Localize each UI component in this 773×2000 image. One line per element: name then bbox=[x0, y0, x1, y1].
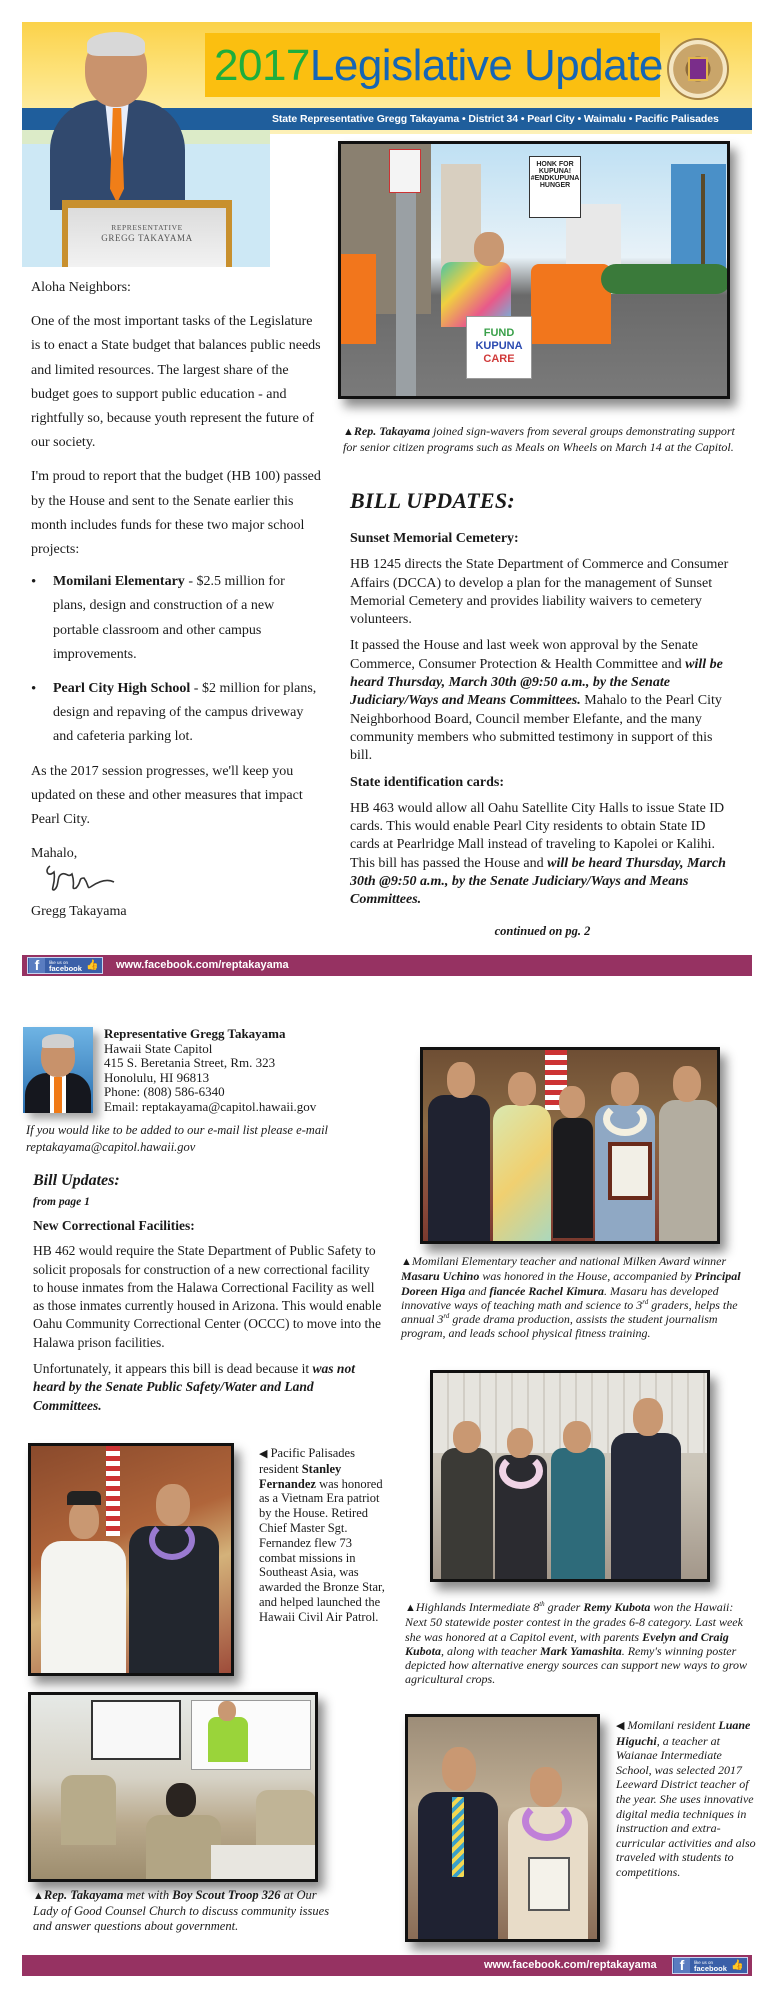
up-triangle-icon: ▲ bbox=[405, 1602, 416, 1614]
correctional-para-1: HB 462 would require the State Department of Public Safety to solicit proposals for construction of a new correctional facility to house inmates from the Halawa Correctional Facility as well as those inmates currently housed in Arizona. This would enable Oahu Community Correctional Center (OCCC) to move into the Halawa prison facilities. bbox=[33, 1243, 382, 1350]
caption-text: was honored in the House, accompanied by bbox=[479, 1269, 695, 1284]
sunset-text-b: Mahalo to the Pearl City Neighborhood Board, Council member Elefante, and the many community members who submitted testimony in support of this bill. bbox=[350, 693, 722, 764]
sign-line-1: FUND bbox=[483, 327, 515, 339]
caption-bold: Masaru Uchino bbox=[401, 1269, 480, 1284]
headshot-tie bbox=[54, 1077, 62, 1113]
caption-text: grader bbox=[544, 1600, 584, 1614]
person-1-head bbox=[453, 1421, 481, 1453]
person-3 bbox=[551, 1448, 605, 1582]
fund-kupuna-sign bbox=[466, 316, 532, 379]
caption-text: at Our Lady of Good Counsel Church to discuss community issues and answer questions about government. bbox=[33, 1888, 330, 1933]
stateid-heading: State identification cards: bbox=[350, 774, 504, 790]
caption-bold: Stanley Fernandez bbox=[259, 1461, 342, 1491]
seal-shield bbox=[688, 57, 708, 81]
caption-bold: Rep. Takayama bbox=[353, 424, 431, 438]
contact-city: Honolulu, HI 96813 bbox=[104, 1069, 210, 1085]
badge-small-text: like us on bbox=[49, 959, 69, 965]
letter-body bbox=[31, 276, 321, 874]
correctional-para-2 bbox=[33, 1360, 383, 1415]
person-5-suit bbox=[659, 1100, 719, 1244]
scout-2 bbox=[146, 1815, 221, 1882]
person-3-head bbox=[563, 1421, 591, 1453]
person-2-blouse bbox=[493, 1105, 551, 1244]
caption-bold: fiancée Rachel Kimura bbox=[489, 1283, 605, 1298]
stateid-hearing-info: will be heard Thursday, March 30th @9:50 a.m., by the Senate Judiciary/Ways and Means Committees. bbox=[350, 855, 726, 908]
sunset-hearing-info: will be heard Thursday, March 30th @9:50 a.m., by the Senate Judiciary/Ways and Means Committees. bbox=[350, 656, 723, 709]
up-triangle-icon: ▲ bbox=[343, 426, 354, 438]
newsletter-title bbox=[214, 40, 663, 92]
correctional-heading: New Correctional Facilities: bbox=[33, 1218, 195, 1233]
veteran-uniform bbox=[41, 1541, 126, 1676]
scout-1 bbox=[61, 1775, 116, 1845]
person-3-dress bbox=[553, 1118, 593, 1238]
sunset-para-2 bbox=[350, 637, 735, 765]
certificate bbox=[528, 1857, 570, 1911]
ordinal-suffix: rd bbox=[642, 1297, 649, 1306]
stateid-para bbox=[350, 800, 735, 910]
uchino-caption bbox=[401, 1254, 751, 1341]
facebook-f-icon: f bbox=[674, 1958, 690, 1973]
rep-portrait-hair bbox=[87, 32, 145, 56]
bill-updates-column bbox=[350, 530, 735, 918]
continued-note: continued on pg. 2 bbox=[494, 924, 591, 938]
person-2-head bbox=[508, 1072, 536, 1106]
person-4-head bbox=[633, 1398, 663, 1436]
badge-small-text: like us on bbox=[694, 1959, 714, 1965]
caption-text: . Remy's winning poster depicted how alternative energy sources can support new ways to grow agricultural crops. bbox=[405, 1643, 747, 1687]
rep-head bbox=[218, 1701, 236, 1721]
correctional-section bbox=[33, 1217, 383, 1423]
certificate-frame bbox=[608, 1142, 652, 1200]
facebook-link[interactable]: www.facebook.com/reptakayama bbox=[116, 959, 289, 971]
veteran-head bbox=[69, 1501, 99, 1539]
caption-bold: Mark Yamashita bbox=[540, 1643, 622, 1658]
left-triangle-icon: ◀ bbox=[259, 1448, 268, 1460]
facebook-like-badge[interactable] bbox=[27, 957, 103, 974]
facebook-badge-text bbox=[694, 1960, 727, 1972]
email-list-note: If you would like to be added to our e-mail list please e-mail reptakayama@capitol.hawaii.gov bbox=[26, 1123, 329, 1154]
sunset-text-a: It passed the House and last week won approval by the Senate Commerce, Consumer Protection & Health Committee and bbox=[350, 638, 698, 672]
sunset-heading: Sunset Memorial Cemetery: bbox=[350, 531, 519, 546]
badge-big-text: facebook bbox=[49, 963, 82, 973]
higuchi-caption bbox=[616, 1718, 756, 1880]
project-item bbox=[31, 570, 321, 667]
sign-line-2: KUPUNA bbox=[475, 340, 523, 352]
headshot-hair bbox=[42, 1034, 74, 1048]
honk-sign-text: HONK FOR KUPUNA! #ENDKUPUNA HUNGER bbox=[530, 161, 580, 189]
greeting: Aloha Neighbors: bbox=[31, 280, 131, 295]
fernandez-photo bbox=[28, 1443, 234, 1676]
whiteboard bbox=[91, 1700, 181, 1760]
nameplate-text bbox=[68, 222, 226, 244]
parking-sign bbox=[389, 149, 421, 193]
caption-text: Momilani resident bbox=[624, 1718, 719, 1732]
kubota-caption bbox=[405, 1600, 750, 1687]
higuchi-photo bbox=[405, 1714, 600, 1942]
signer-name: Gregg Takayama bbox=[31, 904, 127, 919]
lamp-post bbox=[396, 184, 416, 399]
contact-block bbox=[104, 1027, 316, 1115]
caption-text: . Masaru has developed innovative ways of teaching math and science to 3 bbox=[401, 1283, 719, 1312]
sunset-para-1: HB 1245 directs the State Department of Commerce and Consumer Affairs (DCCA) to develop a plan for the management of Sunset Memorial Cemetery and provides liability waivers to cemetery volunteers. bbox=[350, 557, 729, 628]
caption-text: , along with teacher bbox=[441, 1643, 541, 1658]
photo-caption-sign-wavers bbox=[343, 424, 738, 454]
boy-scout-photo bbox=[28, 1692, 318, 1882]
contact-office: Hawaii State Capitol bbox=[104, 1040, 213, 1056]
contact-phone: Phone: (808) 586-6340 bbox=[104, 1084, 225, 1100]
rep-head bbox=[442, 1747, 476, 1791]
state-seal-icon bbox=[667, 38, 729, 100]
sign-waving-photo bbox=[338, 141, 730, 399]
person-4-head bbox=[611, 1072, 639, 1106]
caption-text: Highlands Intermediate 8 bbox=[415, 1600, 540, 1614]
caption-text: met with bbox=[123, 1888, 173, 1902]
rep-headshot bbox=[23, 1027, 93, 1113]
bill-updates-heading: BILL UPDATES: bbox=[350, 488, 516, 513]
fernandez-caption bbox=[259, 1446, 389, 1625]
desk bbox=[211, 1845, 318, 1882]
veteran-cap bbox=[67, 1491, 101, 1505]
person-5-head bbox=[673, 1066, 701, 1102]
caption-text: joined sign-wavers from several groups demonstrating support for senior citizen programs such as Meals on Wheels on March 14 at the Capitol. bbox=[343, 424, 735, 454]
caption-text: Momilani Elementary teacher and national Milken Award winner bbox=[411, 1254, 727, 1268]
uchino-photo bbox=[420, 1047, 720, 1244]
person-1 bbox=[441, 1448, 493, 1582]
caption-text: was honored as a Vietnam Era patriot by the House. Retired Chief Master Sgt. Fernandez flew 73 combat missions in Southeast Asia, was awarded the Bronze Star, and helped launched the Hawaii Civil Air Patrol. bbox=[259, 1476, 385, 1624]
title-year: 2017 bbox=[214, 41, 310, 90]
subtitle-text: State Representative Gregg Takayama • District 34 • Pearl City • Waimalu • Pacific Palisades bbox=[272, 113, 719, 125]
from-page-note: from page 1 bbox=[33, 1196, 90, 1208]
letter-para-3: As the 2017 session progresses, we'll keep you updated on these and other measures that impact Pearl City. bbox=[31, 763, 303, 828]
green-aloha-shirt bbox=[208, 1717, 248, 1762]
striped-tie bbox=[452, 1797, 464, 1877]
stateid-text: HB 463 would allow all Oahu Satellite City Halls to issue State ID cards. This would enable Pearl City residents to obtain State ID cards at Pearlridge Mall instead of traveling to Kapolei or Kalihi. This bill has passed the House and bbox=[350, 800, 725, 871]
closing: Mahalo, bbox=[31, 846, 78, 862]
title-text: Legislative Update bbox=[309, 41, 663, 90]
school-projects-list bbox=[31, 570, 321, 749]
correctional-text: Unfortunately, it appears this bill is dead because it bbox=[33, 1361, 313, 1377]
facebook-f-icon: f bbox=[29, 958, 45, 973]
ordinal-suffix: rd bbox=[443, 1312, 450, 1321]
signature-image bbox=[42, 856, 122, 896]
nameplate-line1: REPRESENTATIVE bbox=[111, 223, 183, 232]
trees bbox=[601, 264, 730, 294]
caption-bold: Boy Scout Troop 326 bbox=[172, 1888, 281, 1902]
purple-lei bbox=[149, 1520, 195, 1560]
letter-para-2: I'm proud to report that the budget (HB 100) passed by the House and sent to the Senate earlier this month includes funds for these two major school projects: bbox=[31, 469, 321, 558]
caption-text: graders, helps the annual 3 bbox=[401, 1297, 738, 1327]
caption-text: grade drama production, assists the student journalism program, and leads school physical fitness training. bbox=[401, 1312, 718, 1341]
caption-bold: Principal Doreen Higa bbox=[401, 1269, 741, 1298]
caption-text: Pacific Palisades resident bbox=[259, 1446, 355, 1476]
person-4 bbox=[611, 1433, 681, 1582]
facebook-like-badge[interactable] bbox=[672, 1957, 748, 1974]
correctional-status: was not heard by the Senate Public Safety/Water and Land Committees. bbox=[33, 1361, 355, 1413]
caption-bold: Rep. Takayama bbox=[43, 1888, 124, 1902]
caption-text: won the Hawaii: Next 50 statewide poster contest in the grades 6-8 category. Last week she was honored at a Capitol event, with parents bbox=[405, 1600, 743, 1644]
badge-big-text: facebook bbox=[694, 1963, 727, 1973]
caption-bold: Evelyn and Craig Kubota bbox=[405, 1629, 729, 1658]
orange-shirt-crowd bbox=[531, 264, 611, 344]
caption-text: , a teacher at Waianae Intermediate School, was selected 2017 Leeward District teacher of the year. She uses innovative digital media techniques in instruction and extra-curricular activities and also traveled with students to competitions. bbox=[616, 1733, 756, 1879]
project-name: Momilani Elementary bbox=[53, 574, 185, 590]
lei bbox=[522, 1801, 572, 1841]
contact-street: 415 S. Beretania Street, Rm. 323 bbox=[104, 1055, 276, 1071]
honk-sign bbox=[529, 156, 581, 218]
scout-caption bbox=[33, 1888, 333, 1933]
person-1-suit bbox=[428, 1095, 490, 1244]
caption-bold: Luane Higuchi bbox=[616, 1718, 751, 1748]
caption-bold: Remy Kubota bbox=[583, 1600, 651, 1614]
up-triangle-icon: ▲ bbox=[33, 1890, 44, 1902]
rep-head bbox=[474, 232, 504, 266]
flag bbox=[106, 1446, 120, 1536]
person-1-head bbox=[447, 1062, 475, 1098]
thumbs-up-icon: 👍 bbox=[85, 960, 99, 971]
facebook-link[interactable]: www.facebook.com/reptakayama bbox=[484, 1959, 657, 1971]
nameplate-line2: GREGG TAKAYAMA bbox=[101, 233, 193, 243]
facebook-badge-text bbox=[49, 960, 82, 972]
sign-line-3: CARE bbox=[483, 353, 515, 365]
project-desc: - $2 million for plans, design and repaving of the campus driveway and cafeteria parking lot. bbox=[53, 681, 317, 745]
page2-bill-updates-heading: Bill Updates: bbox=[33, 1172, 120, 1189]
lei bbox=[499, 1453, 543, 1489]
lei bbox=[603, 1102, 647, 1136]
project-name: Pearl City High School bbox=[53, 681, 191, 697]
person-3-head bbox=[559, 1086, 585, 1118]
project-desc: - $2.5 million for plans, design and construction of a new portable classroom and other campus improvements. bbox=[53, 574, 285, 662]
scout-head bbox=[166, 1783, 196, 1817]
left-triangle-icon: ◀ bbox=[616, 1720, 625, 1732]
up-triangle-icon: ▲ bbox=[401, 1256, 412, 1268]
caption-text: and bbox=[465, 1283, 490, 1298]
contact-name: Representative Gregg Takayama bbox=[104, 1026, 286, 1041]
project-item bbox=[31, 677, 321, 750]
contact-email[interactable]: Email: reptakayama@capitol.hawaii.gov bbox=[104, 1098, 317, 1114]
thumbs-up-icon: 👍 bbox=[730, 1960, 744, 1971]
ordinal-suffix: th bbox=[539, 1600, 545, 1608]
letter-para-1: One of the most important tasks of the Legislature is to enact a State budget that balances public needs and limited resources. The largest share of the budget goes to support public education - and rightfully so, because youth represent the future of our society. bbox=[31, 314, 321, 451]
orange-shirt-left bbox=[341, 254, 376, 344]
kubota-photo bbox=[430, 1370, 710, 1582]
